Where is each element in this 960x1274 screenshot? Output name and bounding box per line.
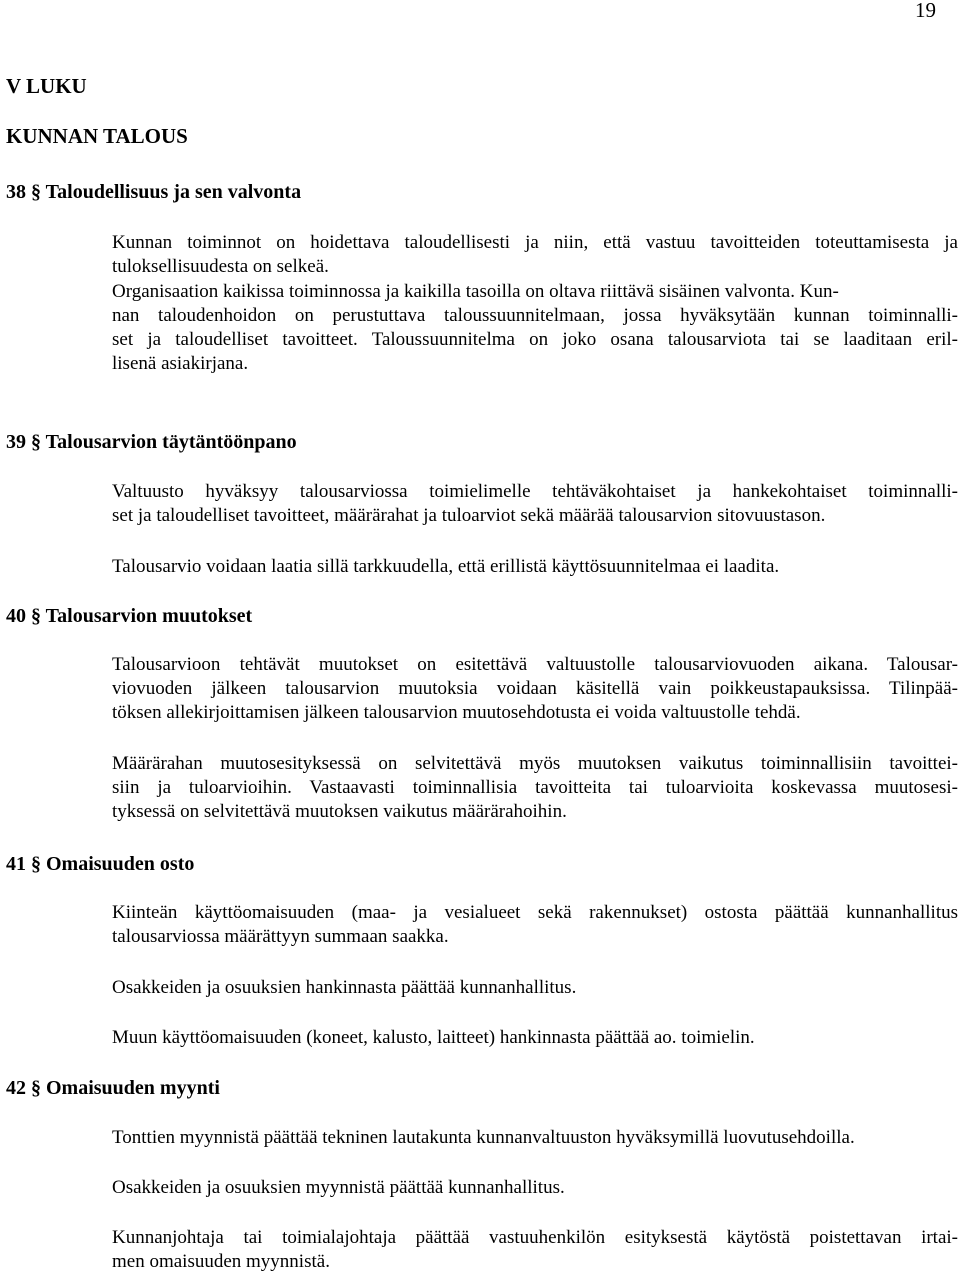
section-heading-38: 38 § Taloudellisuus ja sen valvonta	[6, 181, 302, 203]
section-38-paragraph-2	[112, 280, 958, 376]
text-line: Talousarvioon tehtävät muutokset on esitettävä valtuustolle talousarviovuoden aikana. Talousar-	[112, 654, 958, 675]
text-line: set ja taloudelliset tavoitteet. Taloussuunnitelma on joko osana talousarviota tai se laaditaan eril-	[112, 329, 958, 350]
text-line: siin ja tuloarvioihin. Vastaavasti toiminnallisia tavoitteita tai tuloarvioita koskevassa muutosesi-	[112, 777, 958, 798]
text-line: tyksessä on selvitettävä muutoksen vaikutus määrärahoihin.	[112, 801, 567, 822]
section-heading-41: 41 § Omaisuuden osto	[6, 853, 195, 875]
section-39-paragraph-1	[112, 480, 958, 528]
text-line: Talousarvio voidaan laatia sillä tarkkuudella, että erillistä käyttösuunnitelmaa ei laadita.	[112, 556, 780, 577]
text-line: set ja taloudelliset tavoitteet, määrärahat ja tuloarviot sekä määrää talousarvion sitovuustason.	[112, 505, 826, 526]
text-line: Kunnan toiminnot on hoidettava taloudellisesti ja niin, että vastuu tavoitteiden toteuttamisesta ja	[112, 232, 958, 253]
text-line: Valtuusto hyväksyy talousarviossa toimielimelle tehtäväkohtaiset ja hankekohtaiset toiminnalli-	[112, 481, 958, 502]
text-line: nan taloudenhoidon on perustuttava taloussuunnitelmaan, jossa hyväksytään kunnan toiminnalli-	[112, 305, 958, 326]
section-38-paragraph-1	[112, 231, 958, 279]
text-line: Tonttien myynnistä päättää tekninen lautakunta kunnanvaltuuston hyväksymillä luovutusehdoilla.	[112, 1127, 855, 1148]
text-line: Organisaation kaikissa toiminnossa ja kaikilla tasoilla on oltava riittävä sisäinen valvonta. Kun-	[112, 281, 839, 302]
text-line: Määrärahan muutosesityksessä on selvitettävä myös muutoksen vaikutus toiminnallisiin tavoittei-	[112, 753, 958, 774]
text-line: viovuoden jälkeen talousarvion muutoksia voidaan käsitellä vain poikkeustapauksissa. Tilinpää-	[112, 678, 958, 699]
text-line: töksen allekirjoittamisen jälkeen talousarvion muutosehdotusta ei voida valtuustolle tehdä.	[112, 702, 801, 723]
text-line: talousarviossa määrättyyn summaan saakka.	[112, 926, 449, 947]
section-42-paragraph-1	[112, 1126, 958, 1150]
section-42-paragraph-3	[112, 1226, 958, 1274]
section-40-paragraph-2	[112, 752, 958, 824]
page-number: 19	[915, 0, 936, 22]
text-line: men omaisuuden myynnistä.	[112, 1251, 330, 1272]
chapter-title: KUNNAN TALOUS	[6, 124, 188, 148]
text-line: Osakkeiden ja osuuksien myynnistä päättää kunnanhallitus.	[112, 1177, 565, 1198]
section-41-paragraph-1	[112, 901, 958, 949]
text-line: Kiinteän käyttöomaisuuden (maa- ja vesialueet sekä rakennukset) ostosta päättää kunnanhallitus	[112, 902, 958, 923]
text-line: Muun käyttöomaisuuden (koneet, kalusto, laitteet) hankinnasta päättää ao. toimielin.	[112, 1027, 755, 1048]
section-41-paragraph-3	[112, 1026, 958, 1050]
chapter-number: V LUKU	[6, 74, 87, 98]
section-42-paragraph-2	[112, 1176, 958, 1200]
section-40-paragraph-1	[112, 653, 958, 725]
text-line: lisenä asiakirjana.	[112, 353, 249, 374]
section-39-paragraph-2	[112, 555, 958, 579]
text-line: tuloksellisuudesta on selkeä.	[112, 256, 329, 277]
section-heading-40: 40 § Talousarvion muutokset	[6, 605, 253, 627]
text-line: Osakkeiden ja osuuksien hankinnasta päättää kunnanhallitus.	[112, 977, 577, 998]
text-line: Kunnanjohtaja tai toimialajohtaja päättää vastuuhenkilön esityksestä käytöstä poistettavan irtai-	[112, 1227, 958, 1248]
section-heading-39: 39 § Talousarvion täytäntöönpano	[6, 431, 297, 453]
section-heading-42: 42 § Omaisuuden myynti	[6, 1077, 220, 1099]
section-41-paragraph-2	[112, 976, 958, 1000]
